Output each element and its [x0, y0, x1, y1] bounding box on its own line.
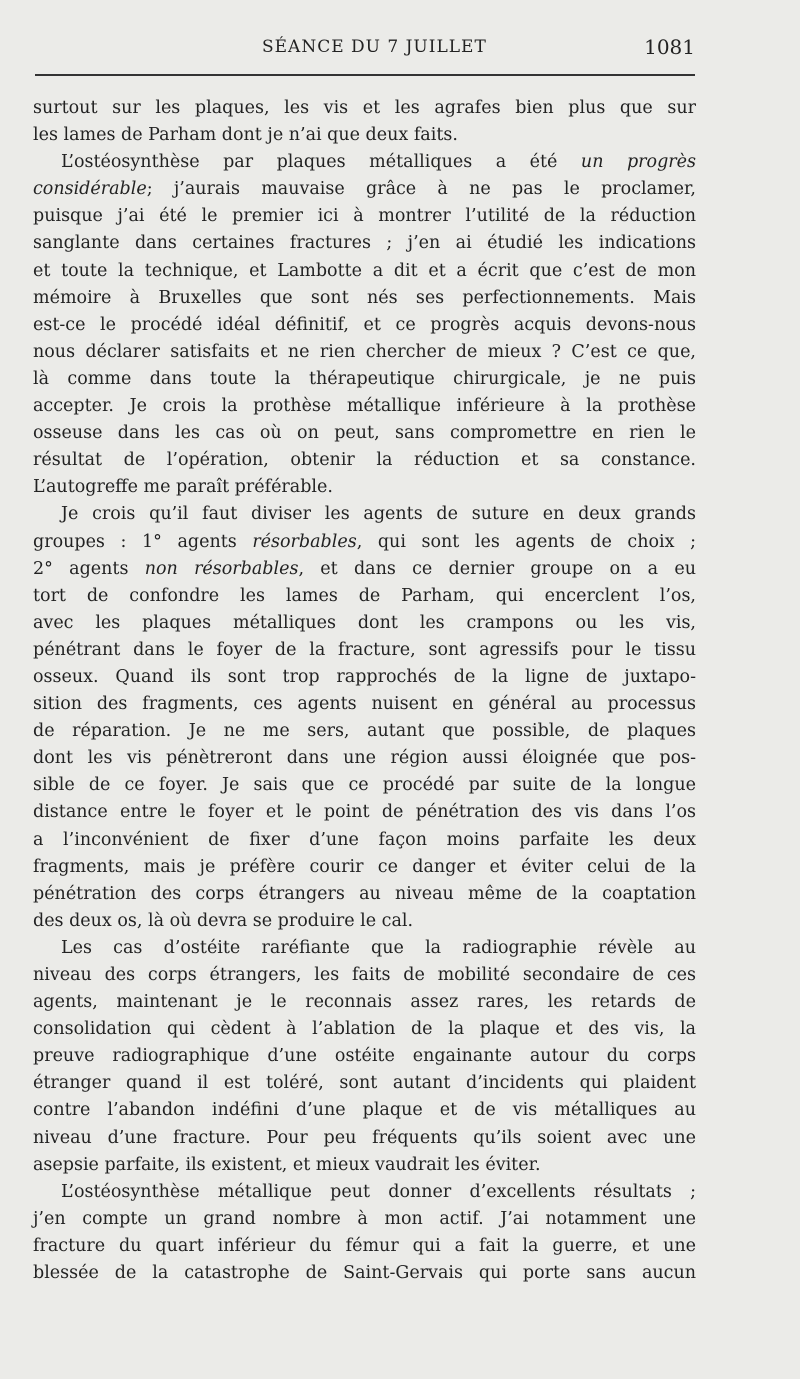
text-run: les lames de Parham dont je n’ai que deux faits.: [33, 125, 458, 146]
text-run: blessée de la catastrophe de Saint-Gervais qui porte sans aucun: [33, 1263, 696, 1284]
text-line: [33, 1125, 696, 1152]
text-run: niveau d’une fracture. Pour peu fréquents qu’ils soient avec une: [33, 1127, 696, 1148]
text-run: Je crois qu’il faut diviser les agents de suture en deux grands: [61, 504, 696, 525]
text-run: sanglante dans certaines fractures ; j’en ai étudié les indications: [33, 233, 696, 254]
text-run: des deux os, là où devra se produire le cal.: [33, 910, 414, 931]
header-rule: [35, 74, 695, 76]
text-run: consolidation qui cèdent à l’ablation de la plaque et des vis, la: [33, 1019, 696, 1040]
text-line: [33, 881, 696, 908]
running-title: SÉANCE DU 7 JUILLET: [262, 37, 487, 57]
text-line: [33, 908, 696, 935]
text-line: [33, 556, 696, 583]
text-run: là comme dans toute la thérapeutique chirurgicale, je ne puis: [33, 368, 696, 389]
text-run: , et dans ce dernier groupe on a eu: [298, 558, 696, 579]
text-line: [33, 474, 696, 501]
text-line: [33, 149, 696, 176]
text-line: [33, 230, 696, 257]
text-run: étranger quand il est toléré, sont autant d’incidents qui plaident: [33, 1073, 696, 1094]
italic-text: considérable: [33, 179, 147, 200]
text-line: [33, 1260, 696, 1287]
text-run: de réparation. Je ne me sers, autant que possible, de plaques: [33, 721, 696, 742]
text-run: fragments, mais je préfère courir ce danger et éviter celui de la: [33, 856, 696, 877]
text-run: pénétrant dans le foyer de la fracture, sont agressifs pour le tissu: [33, 639, 696, 660]
text-run: groupes : 1° agents: [33, 531, 253, 552]
text-run: fracture du quart inférieur du fémur qui a fait la guerre, et une: [33, 1235, 696, 1256]
text-run: L’ostéosynthèse par plaques métalliques a été: [61, 152, 581, 173]
text-line: [33, 583, 696, 610]
text-line: [33, 854, 696, 881]
text-line: [33, 1206, 696, 1233]
body-text: [33, 95, 696, 1287]
text-run: j’en compte un grand nombre à mon actif. J’ai notamment une: [33, 1208, 696, 1229]
text-run: accepter. Je crois la prothèse métallique inférieure à la prothèse: [33, 396, 696, 417]
text-run: sible de ce foyer. Je sais que ce procédé par suite de la longue: [33, 775, 696, 796]
text-run: osseux. Quand ils sont trop rapprochés de la ligne de juxtapo-: [33, 666, 696, 687]
text-line: [33, 447, 696, 474]
text-line: [33, 827, 696, 854]
text-line: [33, 989, 696, 1016]
text-run: avec les plaques métalliques dont les crampons ou les vis,: [33, 612, 696, 633]
text-line: [33, 637, 696, 664]
text-run: ; j’aurais mauvaise grâce à ne pas le proclamer,: [146, 179, 696, 200]
text-run: nous déclarer satisfaits et ne rien chercher de mieux ? C’est ce que,: [33, 341, 696, 362]
text-run: résultat de l’opération, obtenir la réduction et sa constance.: [33, 450, 696, 471]
text-run: puisque j’ai été le premier ici à montrer l’utilité de la réduction: [33, 206, 696, 227]
italic-text: résorbables: [252, 531, 357, 552]
text-line: [33, 501, 696, 528]
text-line: [33, 962, 696, 989]
text-line: [33, 1179, 696, 1206]
text-line: [33, 312, 696, 339]
text-line: [33, 664, 696, 691]
text-run: osseuse dans les cas où on peut, sans compromettre en rien le: [33, 423, 696, 444]
text-run: niveau des corps étrangers, les faits de mobilité secondaire de ces: [33, 965, 696, 985]
text-line: [33, 529, 696, 556]
text-line: [33, 1097, 696, 1124]
text-run: surtout sur les plaques, les vis et les agrafes bien plus que sur: [33, 98, 696, 118]
text-line: [33, 610, 696, 637]
italic-text: un progrès: [580, 152, 696, 173]
text-line: [33, 95, 696, 122]
text-line: [33, 203, 696, 230]
text-run: contre l’abandon indéfini d’une plaque et de vis métalliques au: [33, 1100, 696, 1121]
text-run: Les cas d’ostéite raréfiante que la radiographie révèle au: [61, 937, 696, 958]
text-line: [33, 393, 696, 420]
text-run: mémoire à Bruxelles que sont nés ses perfectionnements. Mais: [33, 287, 696, 308]
text-line: [33, 420, 696, 447]
text-run: preuve radiographique d’une ostéite engainante autour du corps: [33, 1046, 696, 1067]
text-line: [33, 691, 696, 718]
text-line: [33, 258, 696, 285]
text-run: asepsie parfaite, ils existent, et mieux vaudrait les éviter.: [33, 1154, 541, 1175]
text-line: [33, 772, 696, 799]
text-line: [33, 176, 696, 203]
text-line: [33, 1152, 696, 1179]
text-run: et toute la technique, et Lambotte a dit et a écrit que c’est de mon: [33, 260, 696, 281]
text-line: [33, 1233, 696, 1260]
text-line: [33, 745, 696, 772]
text-line: [33, 339, 696, 366]
text-run: dont les vis pénètreront dans une région aussi éloignée que pos-: [33, 748, 696, 769]
text-line: [33, 366, 696, 393]
text-line: [33, 718, 696, 745]
text-run: a l’inconvénient de fixer d’une façon moins parfaite les deux: [33, 829, 696, 850]
text-run: sition des fragments, ces agents nuisent en général au processus: [33, 694, 696, 715]
text-run: agents, maintenant je le reconnais assez rares, les retards de: [33, 992, 696, 1013]
text-line: [33, 1070, 696, 1097]
text-run: pénétration des corps étrangers au niveau même de la coaptation: [33, 883, 696, 904]
text-line: [33, 935, 696, 962]
text-line: [33, 1016, 696, 1043]
text-run: 2° agents: [33, 558, 145, 579]
italic-text: non résorbables: [144, 558, 299, 579]
text-run: L’autogreffe me paraît préférable.: [33, 477, 333, 498]
text-line: [33, 799, 696, 826]
running-header: [35, 35, 695, 61]
text-run: est-ce le procédé idéal définitif, et ce progrès acquis devons-nous: [33, 314, 696, 335]
text-run: distance entre le foyer et le point de pénétration des vis dans l’os: [33, 802, 696, 823]
text-line: [33, 1043, 696, 1070]
text-line: [33, 285, 696, 312]
text-run: L’ostéosynthèse métallique peut donner d’excellents résultats ;: [61, 1181, 696, 1202]
page-number: 1081: [644, 35, 695, 59]
text-line: [33, 122, 696, 149]
text-run: tort de confondre les lames de Parham, qui encerclent l’os,: [33, 585, 696, 606]
text-run: , qui sont les agents de choix ;: [356, 531, 696, 552]
